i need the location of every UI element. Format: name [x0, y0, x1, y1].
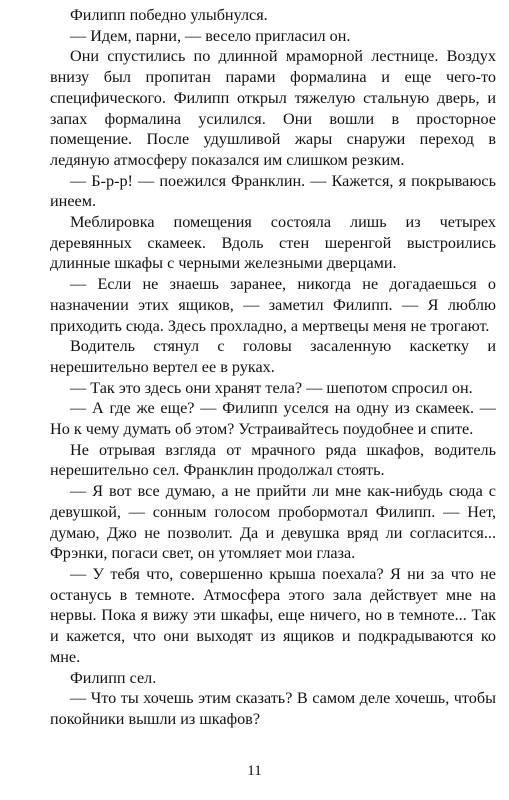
- paragraph: — Б-р-р! — поежился Франклин. — Кажется, я покрываюсь инеем.: [50, 171, 496, 211]
- body-text: [50, 5, 496, 730]
- paragraph: Филипп победно улыбнулся.: [70, 6, 268, 24]
- paragraph: — Идем, парни, — весело пригласил он.: [70, 26, 351, 45]
- paragraph: Водитель стянул с головы засаленную каскетку и нерешительно вертел ее в руках.: [50, 337, 496, 376]
- paragraph: — Если не знаешь заранее, никогда не догадаешься о назначении этих ящиков, — заметил Филипп. — Я люблю приходить сюда. Здесь прохладно, а мертвецы меня не трогают.: [50, 275, 496, 335]
- paragraph: — Так это здесь они хранят тела? — шепотом спросил он.: [70, 378, 473, 397]
- paragraph: Не отрывая взгляда от мрачного ряда шкафов, водитель нерешительно сел. Франклин продолжал стоять.: [50, 440, 496, 480]
- paragraph: — У тебя что, совершенно крыша поехала? Я ни за что не останусь в темноте. Атмосфера этого зала действует мне на нервы. Пока я вижу эти шкафы, еще ничего, но в темноте... Так и кажется, что они выходят из ящиков и подкрадываются ко мне.: [50, 564, 496, 666]
- paragraph: Филипп сел.: [70, 668, 157, 687]
- paragraph: Меблировка помещения состояла лишь из четырех деревянных скамеек. Вдоль стен шеренгой выстроились длинные шкафы с черными железными дверцами.: [50, 213, 496, 273]
- paragraph: — Что ты хочешь этим сказать? В самом деле хочешь, чтобы покойники вышли из шкафов?: [50, 689, 496, 728]
- paragraph: — Я вот все думаю, а не прийти ли мне как-нибудь сюда с девушкой, — сонным голосом пробормотал Филипп. — Нет, думаю, Джо не позволит. Да и девушка вряд ли согласится... Фрэнки, погаси свет, он утомляет мои глаза.: [50, 482, 496, 563]
- page-number: 11: [247, 763, 262, 779]
- paragraph: — А где же еще? — Филипп уселся на одну из скамеек. — Но к чему думать об этом? Устраивайтесь поудобнее и спите.: [50, 399, 496, 439]
- paragraph: Они спустились по длинной мраморной лестнице. Воздух внизу был пропитан парами формалина и еще чего-то специфического. Филипп открыл тяжелую стальную дверь, и запах формалина усилился. Они вошли в просторное помещение. После удушливой жары снаружи переход в ледяную атмосферу показался им слишком резким.: [50, 47, 496, 169]
